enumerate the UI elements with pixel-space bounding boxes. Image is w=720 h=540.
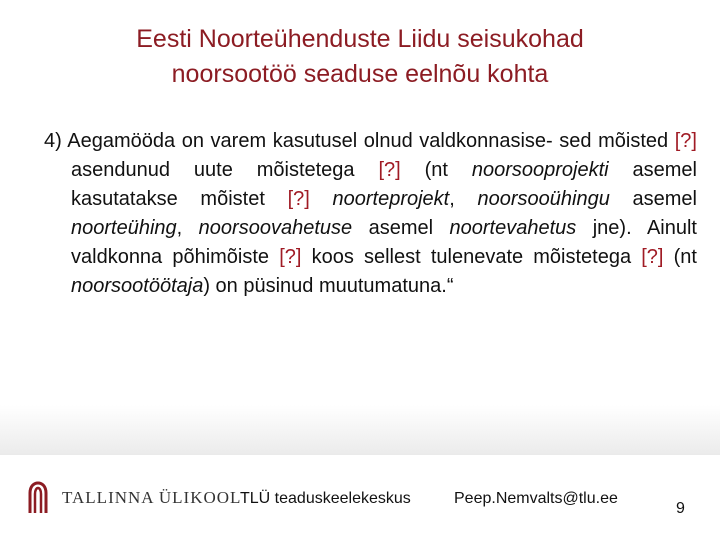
text-segment: asemel kasutatakse mõistet (71, 159, 698, 210)
italic-term: noorsooühingu (477, 188, 610, 210)
tallinn-university-logo-mark-icon (26, 481, 50, 515)
logo-text: TALLINNA ÜLIKOOL (62, 488, 242, 507)
footer-center-text: TLÜ teaduskeelekeskus (240, 490, 411, 507)
text-segment: (nt (663, 246, 697, 268)
text-segment: asemel (609, 188, 697, 210)
italic-term: noorsootöötaja (71, 275, 204, 297)
text-segment: (nt (400, 159, 472, 181)
text-segment: koos sellest tulenevate mõistetega (301, 246, 642, 268)
slide-title (40, 22, 680, 92)
slide-title-line-1: Eesti Noorteühenduste Liidu seisukohad (136, 25, 584, 53)
reference-marker: [?] (674, 130, 697, 152)
page-number: 9 (676, 500, 685, 517)
text-segment: , (449, 188, 478, 210)
text-segment: , (176, 217, 199, 239)
reference-marker: [?] (287, 188, 310, 210)
quote-paragraph (44, 127, 697, 301)
reference-marker: [?] (641, 246, 664, 268)
university-logo (26, 481, 241, 515)
italic-term: noortevahetus (449, 217, 577, 239)
text-segment: jne). Ainult valdkonna põhimõiste (71, 217, 697, 268)
text-segment: asemel (352, 217, 450, 239)
text-segment (310, 188, 333, 210)
footer-email: Peep.Nemvalts@tlu.ee (454, 490, 618, 507)
italic-term: noorsooprojekti (471, 159, 609, 181)
italic-term: noorteprojekt (332, 188, 450, 210)
italic-term: noorsoovahetuse (198, 217, 353, 239)
italic-term: noorteühing (71, 217, 177, 239)
reference-marker: [?] (279, 246, 302, 268)
text-segment: 4) Aegamööda on varem kasutusel olnud valdkonnasise- sed mõisted (44, 130, 675, 152)
reference-marker: [?] (378, 159, 401, 181)
text-segment: ) on püsinud muutumatuna.“ (203, 275, 454, 297)
slide-title-line-2: noorsootöö seaduse eelnõu kohta (171, 60, 549, 88)
text-segment: asendunud uute mõistetega (71, 159, 379, 181)
